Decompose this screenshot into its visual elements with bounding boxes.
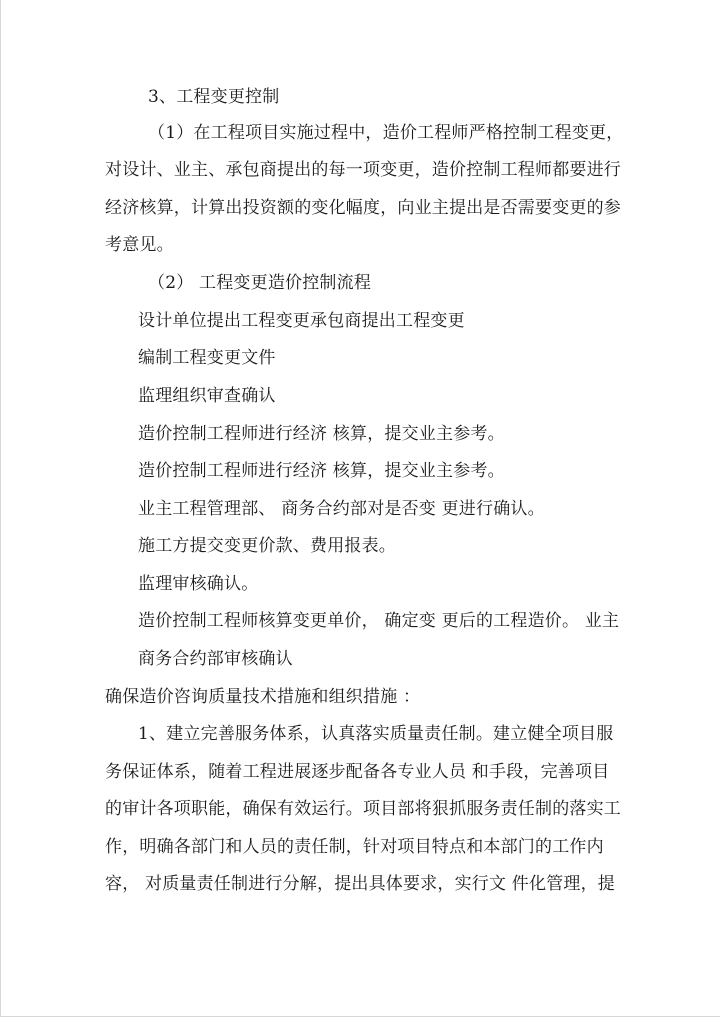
flow-step: 监理组织审查确认: [138, 386, 276, 406]
flow-step: 造价控制工程师核算变更单价， 确定变 更后的工程造价。 业主: [138, 611, 620, 631]
flow-step: 造价控制工程师进行经济 核算，提交业主参考。: [138, 424, 505, 444]
subsection-title: （2） 工程变更造价控制流程: [148, 273, 372, 293]
flow-step: 造价控制工程师进行经济 核算，提交业主参考。: [138, 461, 505, 481]
flow-step: 商务合约部审核确认: [138, 649, 293, 669]
paragraph-line: 1、建立完善服务体系，认真落实质量责任制。建立健全项目服: [138, 724, 614, 744]
flow-step: 施工方提交变更价款、费用报表。: [138, 536, 396, 556]
paragraph-line: 作，明确各部门和人员的责任制，针对项目特点和本部门的工作内: [105, 837, 604, 857]
paragraph-line: 的审计各项职能，确保有效运行。项目部将狠抓服务责任制的落实工: [105, 799, 621, 819]
paragraph-line: 经济核算，计算出投资额的变化幅度，向业主提出是否需要变更的参: [105, 198, 621, 218]
flow-step: 业主工程管理部、 商务合约部对是否变 更进行确认。: [138, 499, 545, 519]
paragraph-line: （1）在工程项目实施过程中，造价工程师严格控制工程变更，: [148, 123, 624, 143]
section-heading: 3、工程变更控制: [148, 87, 280, 107]
paragraph-line: 考意见。: [105, 235, 174, 255]
section-title: 确保造价咨询质量技术措施和组织措施 ：: [105, 687, 421, 707]
flow-step: 编制工程变更文件: [138, 348, 276, 368]
paragraph-line: 务保证体系，随着工程进展逐步配备各专业人员 和手段，完善项目: [105, 762, 610, 782]
paragraph-line: 容， 对质量责任制进行分解，提出具体要求，实行文 件化管理，提: [105, 874, 616, 894]
flow-step: 设计单位提出工程变更承包商提出工程变更: [138, 311, 465, 331]
flow-step: 监理审核确认。: [138, 574, 259, 594]
paragraph-line: 对设计、业主、承包商提出的每一项变更，造价控制工程师都要进行: [105, 160, 621, 180]
